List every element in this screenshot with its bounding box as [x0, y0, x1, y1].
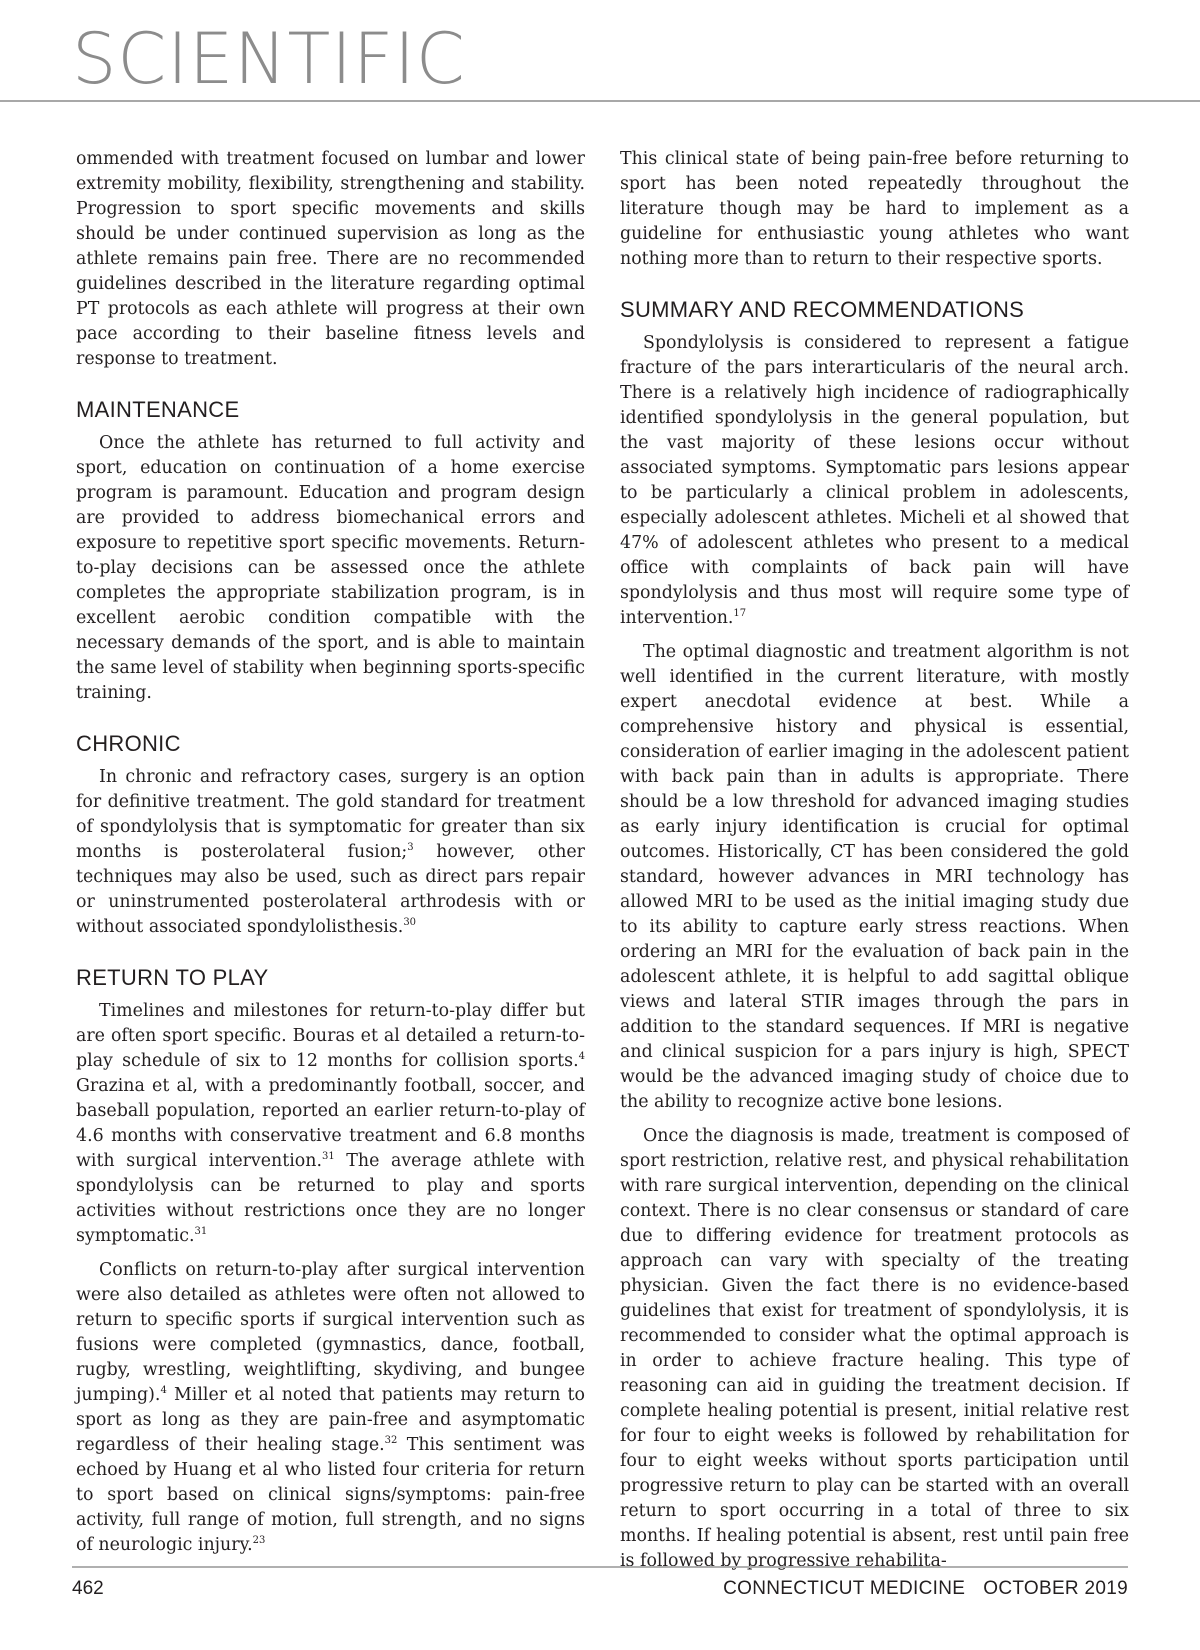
- section-title: SCIENTIFIC: [72, 18, 466, 100]
- return-to-play-paragraph-2: Conflicts on return-to-play after surgical intervention were also detailed as athletes were often not allowed to return to specific sports if surgical intervention such as fusions were completed (gymnastics, dance, football, rugby, wrestling, weightlifting, skydiving, and bungee jumping).$^4$ Miller et al noted that patients may return to sport as long as they are pain-free and asymptomatic regardless of their healing stage.$^{32}$ This sentiment was echoed by Huang et al who listed four criteria for return to sport based on clinical signs/symptoms: pain-free activity, full range of motion, full strength, and no signs of neurologic injury.$^{23}$: [76, 1260, 585, 1555]
- header-rule: [0, 100, 1200, 102]
- right-intro-paragraph: This clinical state of being pain-free before returning to sport has been noted repeatedly throughout the literature though may be hard to implement as a guideline for enthusiastic young athletes who want nothing more than to return to their respective sports.: [620, 149, 1129, 269]
- issue-date: OCTOBER 2019: [983, 1578, 1128, 1599]
- journal-name: CONNECTICUT MEDICINE: [723, 1578, 966, 1599]
- maintenance-paragraph: Once the athlete has returned to full activity and sport, education on continuation of a home exercise program is paramount. Education and program design are provided to address biomechanical errors and exposure to repetitive sport specific movements. Return-to-play decisions can be assessed once the athlete completes the appropriate stabilization program, is in excellent aerobic condition compatible with the necessary demands of the sport, and is able to maintain the same level of stability when beginning sports-specific training.: [76, 433, 585, 703]
- return-to-play-paragraph-1: Timelines and milestones for return-to-play differ but are often sport specific. Bouras et al detailed a return-to-play schedule of six to 12 months for collision sports.$^4$ Grazina et al, with a predominantly football, soccer, and baseball population, reported an earlier return-to-play of 4.6 months with conservative treatment and 6.8 months with surgical intervention.$^{31}$ The average athlete with spondylolysis can be returned to play and sports activities without restrictions once they are no longer symptomatic.$^{31}$: [76, 1001, 586, 1246]
- left-column: [76, 147, 585, 1567]
- journal-info: [723, 1578, 1128, 1600]
- heading-maintenance: MAINTENANCE: [76, 397, 240, 422]
- right-column: [620, 147, 1129, 1583]
- citation-ref: 30: [403, 917, 417, 929]
- citation-ref: 4: [160, 1385, 167, 1397]
- heading-return-to-play: RETURN TO PLAY: [76, 965, 269, 990]
- citation-ref: 32: [384, 1435, 398, 1447]
- heading-summary: SUMMARY AND RECOMMENDATIONS: [620, 297, 1025, 322]
- citation-ref: 3: [407, 842, 414, 854]
- page-number: 462: [72, 1578, 104, 1599]
- heading-chronic: CHRONIC: [76, 731, 181, 756]
- citation-ref: 31: [322, 1151, 335, 1163]
- summary-paragraph-2: The optimal diagnostic and treatment algorithm is not well identified in the current literature, with mostly expert anecdotal evidence at best. While a comprehensive history and physical is essential, consideration of earlier imaging in the adolescent patient with back pain than in adults is appropriate. There should be a low threshold for advanced imaging studies as early injury identification is crucial for optimal outcomes. Historically, CT has been considered the gold standard, however advances in MRI technology has allowed MRI to be used as the initial imaging study due to its ability to capture early stress reactions. When ordering an MRI for the evaluation of back pain in the adolescent athlete, it is helpful to add sagittal oblique views and lateral STIR images through the pars in addition to the standard sequences. If MRI is negative and clinical suspicion for a pars injury is high, SPECT would be the advanced imaging study of choice due to the ability to recognize active bone lesions.: [620, 642, 1129, 1112]
- citation-ref: 23: [252, 1535, 266, 1547]
- left-intro-paragraph: ommended with treatment focused on lumbar and lower extremity mobility, flexibility, strengthening and stability. Progression to sport specific movements and skills should be under continued supervision as long as the athlete remains pain free. There are no recommended guidelines described in the literature regarding optimal PT protocols as each athlete will progress at their own pace according to their baseline fitness levels and response to treatment.: [76, 149, 585, 369]
- summary-paragraph-3: Once the diagnosis is made, treatment is composed of sport restriction, relative rest, and physical rehabilitation with rare surgical intervention, depending on the clinical context. There is no clear consensus or standard of care due to differing evidence for treatment protocols as approach can vary with specialty of the treating physician. Given the fact there is no evidence-based guidelines that exist for treatment of spondylolysis, it is recommended to consider what the optimal approach is in order to achieve fracture healing. This type of reasoning can aid in guiding the treatment decision. If complete healing potential is present, initial relative rest for four to eight weeks is followed by rehabilitation for four to eight weeks without sports participation until progressive return to play can be started with an overall return to sport occurring in a total of three to six months. If healing potential is absent, rest until pain free is followed by progressive rehabilita-: [620, 1126, 1129, 1571]
- citation-ref: 4: [578, 1051, 585, 1063]
- citation-ref: 31: [194, 1226, 208, 1238]
- citation-ref: 17: [733, 608, 747, 620]
- summary-paragraph-1: Spondylolysis is considered to represent a fatigue fracture of the pars interarticularis of the neural arch. There is a relatively high incidence of radiographically identified spondylolysis in the general population, but the vast majority of these lesions occur without associated symptoms. Symptomatic pars lesions appear to be particularly a clinical problem in adolescents, especially adolescent athletes. Micheli et al showed that 47% of adolescent athletes who present to a medical office with complaints of back pain will have spondylolysis and thus most will require some type of intervention.$^{17}$: [620, 333, 1129, 628]
- chronic-paragraph: In chronic and refractory cases, surgery is an option for definitive treatment. The gold standard for treatment of spondylolysis that is symptomatic for greater than six months is posterolateral fusion;$^3$ however, other techniques may also be used, such as direct pars repair or uninstrumented posterolateral arthrodesis with or without associated spondylolisthesis.$^{30}$: [76, 767, 585, 937]
- footer-rule: [72, 1566, 1128, 1568]
